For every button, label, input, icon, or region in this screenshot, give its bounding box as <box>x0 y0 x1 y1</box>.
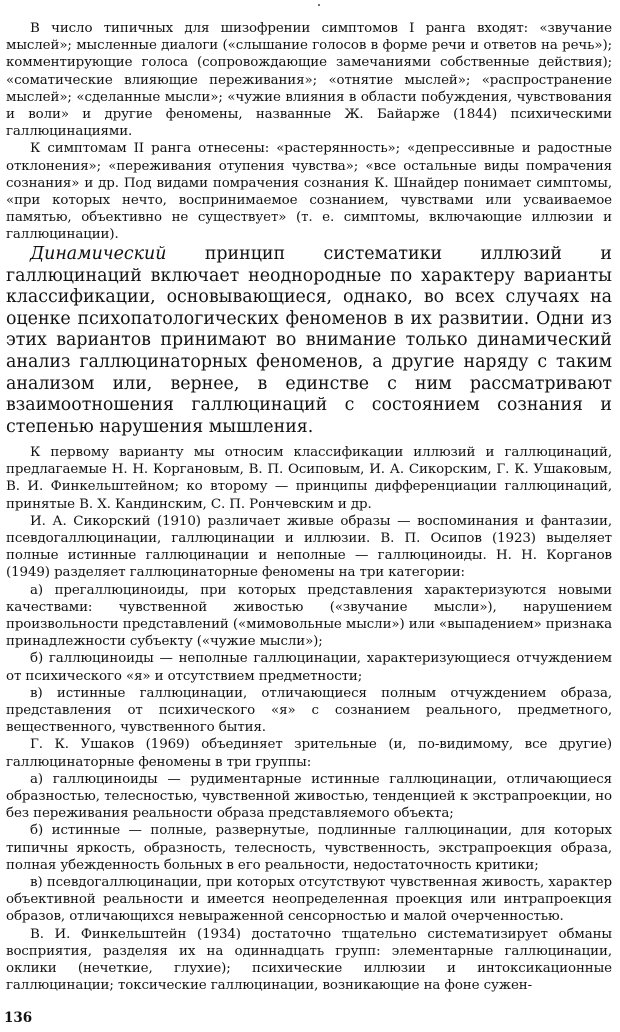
dynamic-principle-text: принцип систематики иллюзий и галлюцинаций включает неоднородные по характеру варианты классификации, основывающиеся, однако, во всех случаях на оценке психопатологических феноменов в их развитии. Одни из этих вариантов принимают во внимание только динамический анализ галлюцинаторных феноменов, а другие наряду с таким анализом или, вернее, в единстве с ним рассматривают взаимоотношения галлюцинаций с состоянием сознания и степенью нарушения мышления. <box>6 244 612 437</box>
paragraph-ushakov: Г. К. Ушаков (1969) объединяет зрительные (и, по-видимому, все другие) галлюцинаторные феномены в три группы: <box>6 737 612 770</box>
list-item-ushakov-gallucinoids: а) галлюциноиды — рудиментарные истинные галлюцинации, отличающиеся образностью, телесностью, чувственной живостью, тенденцией к экстрапроекции, но без переживания реальности образа представляемого объекта; <box>6 771 612 822</box>
list-item-true-hallucinations: в) истинные галлюцинации, отличающиеся полным отчуждением образа, представления от психического «я» с сознанием реального, предметного, вещественного, чувственного бытия. <box>6 685 612 736</box>
scan-speck <box>318 4 320 6</box>
paragraph-first-rank-symptoms: В число типичных для шизофрении симптомов I ранга входят: «звучание мыслей»; мысленные диалоги («слышание голосов в форме речи и ответов на речь»); комментирующие голоса (сопровождающие замечаниями собственные действия); «соматические влияющие переживания»; «отнятие мыслей»; «распространение мыслей»; «сделанные мысли»; «чужие влияния в области побуждения, чувствования и воли» и другие феномены, названные Ж. Байарже (1844) психическими галлюцинациями. <box>6 21 612 140</box>
list-item-ushakov-true: б) истинные — полные, развернутые, подлинные галлюцинации, для которых типичны яркость, образность, телесность, чувственность, экстрапроекция образа, полная убежденность больных в его реальности, недостаточность критики; <box>6 823 612 873</box>
section-symptoms <box>6 20 612 244</box>
paragraph-second-rank-symptoms: К симптомам II ранга отнесены: «растерянность»; «депрессивные и радостные отклонения»; «переживания отупения чувства»; «все остальные виды помрачения сознания» и др. Под видами помрачения сознания К. Шнайдер понимает симптомы, «при которых нечто, воспринимаемое сознанием, чувствами или усваиваемое памятью, объективно не существует» (т. е. симптомы, включающие иллюзии и галлюцинации). <box>6 141 612 243</box>
list-item-pregallucinoids: а) прегаллюциноиды, при которых представления характеризуются новыми качествами: чувственной живостью («звучание мысли»), нарушением произвольности представлений («мимовольные мысли») или «выпадением» признака принадлежности субъекту («чужие мысли»); <box>6 582 612 650</box>
italic-lead-term: Динамический <box>30 244 167 264</box>
paragraph-classification-variants: К первому варианту мы относим классификации иллюзий и галлюцинаций, предлагаемые Н. Н. Коргановым, В. П. Осиповым, И. А. Сикорским, Г. К. Ушаковым, В. И. Финкельштейном; ко второму — принципы дифференциации галлюцинаций, принятые В. Х. Кандинским, С. П. Рончевским и др. <box>6 445 612 512</box>
list-item-gallucinoids: б) галлюциноиды — неполные галлюцинации, характеризующиеся отчуждением от психического «я» и отсутствием предметности; <box>6 651 612 684</box>
section-classifications <box>6 444 612 995</box>
paragraph-dynamic-principle <box>6 244 612 438</box>
page-number: 136 <box>4 1010 33 1026</box>
section-dynamic-principle <box>6 244 612 438</box>
paragraph-finkelstein: В. И. Финкельштейн (1934) достаточно тщательно систематизирует обманы восприятия, разделяя их на одиннадцать групп: элементарные галлюцинации, оклики (нечеткие, глухие); психические иллюзии и интоксикационные галлюцинации; токсические галлюцинации, возникающие на фоне сужен- <box>6 926 612 994</box>
list-item-ushakov-pseudo: в) псевдогаллюцинации, при которых отсутствуют чувственная живость, характер объективной реальности и имеется неопределенная проекция или интрапроекция образов, отличающихся невыраженной сенсорностью и малой очерченностью. <box>6 875 612 925</box>
paragraph-sikorsky-osipov-korganov: И. А. Сикорский (1910) различает живые образы — воспоминания и фантазии, псевдогаллюцинации, галлюцинации и иллюзии. В. П. Осипов (1923) выделяет полные истинные галлюцинации и неполные — галлюциноиды. Н. Н. Корганов (1949) разделяет галлюцинаторные феномены на три категории: <box>6 513 612 581</box>
